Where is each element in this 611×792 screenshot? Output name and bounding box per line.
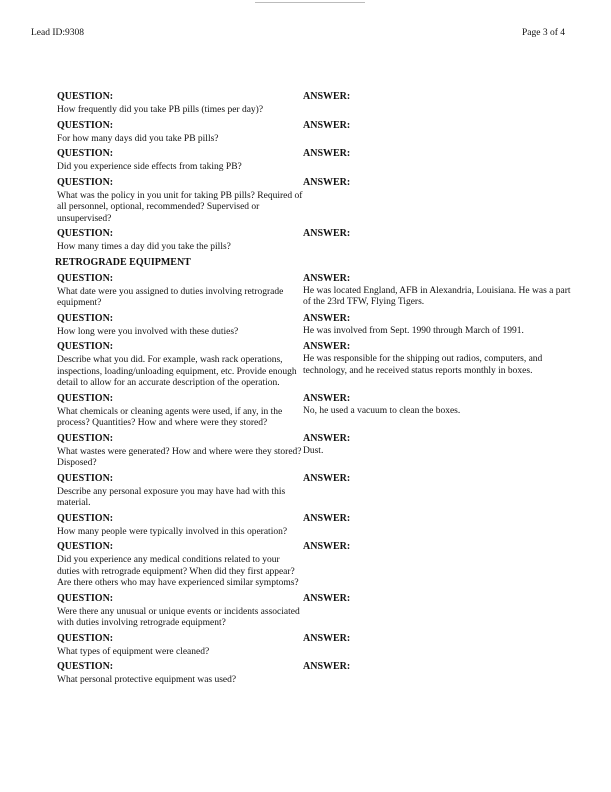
question-block — [57, 312, 303, 339]
question-text: What wastes were generated? How and where were they stored? Disposed? — [57, 446, 302, 468]
lead-id: Lead ID:9308 — [31, 28, 85, 38]
answer-block — [303, 472, 577, 510]
qa-row — [57, 227, 577, 254]
answer-block — [303, 227, 577, 254]
question-label: QUESTION: — [57, 472, 114, 484]
question-block — [57, 592, 303, 630]
answer-label: ANSWER: — [303, 228, 351, 239]
question-block — [57, 147, 303, 174]
question-label: QUESTION: — [57, 312, 114, 324]
question-block — [57, 512, 303, 539]
qa-row — [57, 512, 577, 539]
answer-block — [303, 432, 577, 470]
pb-pills-questions — [57, 90, 577, 254]
answer-label: ANSWER: — [303, 312, 351, 324]
question-text: Did you experience any medical conditions related to your duties with retrograde equipment? When did they first appear? Are there others who may have experienced similar symptoms? — [57, 555, 299, 588]
qa-row — [57, 272, 577, 310]
question-text: How many times a day did you take the pills? — [57, 242, 231, 252]
answer-label: ANSWER: — [303, 392, 351, 404]
qa-row — [57, 432, 577, 470]
retrograde-questions — [57, 272, 577, 687]
question-block — [57, 632, 303, 659]
answer-block — [303, 147, 577, 174]
qa-row — [57, 312, 577, 339]
answer-block — [303, 119, 577, 146]
qa-row — [57, 392, 577, 430]
qa-row — [57, 660, 577, 687]
question-text: Did you experience side effects from taking PB? — [57, 162, 242, 172]
answer-label: ANSWER: — [303, 272, 351, 284]
answer-label: ANSWER: — [303, 91, 351, 102]
question-label: QUESTION: — [57, 392, 114, 404]
question-label: QUESTION: — [57, 91, 114, 102]
page-label: Page — [522, 28, 541, 38]
qa-row — [57, 340, 577, 390]
answer-text: He was responsible for the shipping out radios, computers, and technology, and he received status reports monthly in boxes. — [303, 354, 543, 376]
answer-block — [303, 392, 577, 430]
qa-row — [57, 592, 577, 630]
question-block — [57, 227, 303, 254]
qa-row — [57, 632, 577, 659]
question-text: What chemicals or cleaning agents were used, if any, in the process? Quantities? How and where were they stored? — [57, 406, 283, 428]
page-indicator — [522, 28, 565, 38]
answer-label: ANSWER: — [303, 176, 351, 188]
question-label: QUESTION: — [57, 148, 114, 159]
answer-text: He was located England, AFB in Alexandria, Louisiana. He was a part of the 23rd TFW, Flying Tigers. — [303, 285, 571, 307]
question-block — [57, 432, 303, 470]
answer-block — [303, 272, 577, 310]
answer-block — [303, 176, 577, 226]
question-label: QUESTION: — [57, 228, 114, 239]
question-label: QUESTION: — [57, 541, 114, 552]
question-text: What date were you assigned to duties involving retrograde equipment? — [57, 286, 284, 308]
question-text: Were there any unusual or unique events or incidents associated with duties involving retrograde equipment? — [57, 606, 300, 628]
question-text: What was the policy in you unit for taking PB pills? Required of all personnel, optional, recommended? Supervised or unsupervised? — [57, 190, 303, 224]
question-label: QUESTION: — [57, 632, 114, 644]
qa-row — [57, 540, 577, 590]
answer-block — [303, 540, 577, 590]
question-label: QUESTION: — [57, 432, 114, 444]
qa-row — [57, 119, 577, 146]
answer-label: ANSWER: — [303, 432, 351, 444]
qa-row — [57, 90, 577, 117]
answer-block — [303, 90, 577, 117]
answer-text: Dust. — [303, 445, 324, 456]
question-text: How long were you involved with these duties? — [57, 326, 239, 337]
answer-text: He was involved from Sept. 1990 through March of 1991. — [303, 325, 524, 336]
question-block — [57, 176, 303, 226]
question-label: QUESTION: — [57, 119, 114, 131]
question-block — [57, 272, 303, 310]
question-text: Describe any personal exposure you may have had with this material. — [57, 486, 286, 508]
question-block — [57, 660, 303, 687]
question-text: For how many days did you take PB pills? — [57, 133, 219, 144]
answer-label: ANSWER: — [303, 148, 351, 159]
answer-label: ANSWER: — [303, 472, 351, 484]
qa-row — [57, 472, 577, 510]
question-text: Describe what you did. For example, wash rack operations, inspections, loading/unloading equipment, etc. Provide enough detail to allow for an accurate description of the operation. — [57, 355, 297, 388]
question-block — [57, 340, 303, 390]
page-total: 4 — [560, 28, 566, 38]
answer-block — [303, 592, 577, 630]
answer-label: ANSWER: — [303, 592, 351, 604]
question-block — [57, 392, 303, 430]
question-block — [57, 472, 303, 510]
answer-label: ANSWER: — [303, 512, 351, 524]
answer-block — [303, 660, 577, 687]
answer-block — [303, 632, 577, 659]
qa-row — [57, 147, 577, 174]
page-of-label: of — [549, 28, 558, 38]
question-text: What types of equipment were cleaned? — [57, 646, 210, 657]
question-label: QUESTION: — [57, 176, 114, 188]
qa-row — [57, 176, 577, 226]
question-block — [57, 119, 303, 146]
question-label: QUESTION: — [57, 512, 114, 524]
scan-top-line — [255, 2, 365, 3]
answer-label: ANSWER: — [303, 119, 351, 131]
question-block — [57, 540, 303, 590]
answer-label: ANSWER: — [303, 632, 351, 644]
answer-label: ANSWER: — [303, 661, 351, 672]
question-block — [57, 90, 303, 117]
question-label: QUESTION: — [57, 341, 114, 352]
question-label: QUESTION: — [57, 272, 114, 284]
answer-block — [303, 340, 577, 390]
answer-text: No, he used a vacuum to clean the boxes. — [303, 405, 461, 416]
questionnaire — [57, 90, 577, 689]
page-number: 3 — [542, 28, 548, 38]
answer-label: ANSWER: — [303, 341, 351, 352]
answer-label: ANSWER: — [303, 541, 351, 552]
answer-block — [303, 512, 577, 539]
question-text: How frequently did you take PB pills (times per day)? — [57, 105, 264, 115]
question-text: How many people were typically involved in this operation? — [57, 526, 288, 537]
question-label: QUESTION: — [57, 661, 114, 672]
answer-block — [303, 312, 577, 339]
question-label: QUESTION: — [57, 592, 114, 604]
question-text: What personal protective equipment was used? — [57, 675, 237, 685]
section-title: RETROGRADE EQUIPMENT — [55, 256, 191, 268]
